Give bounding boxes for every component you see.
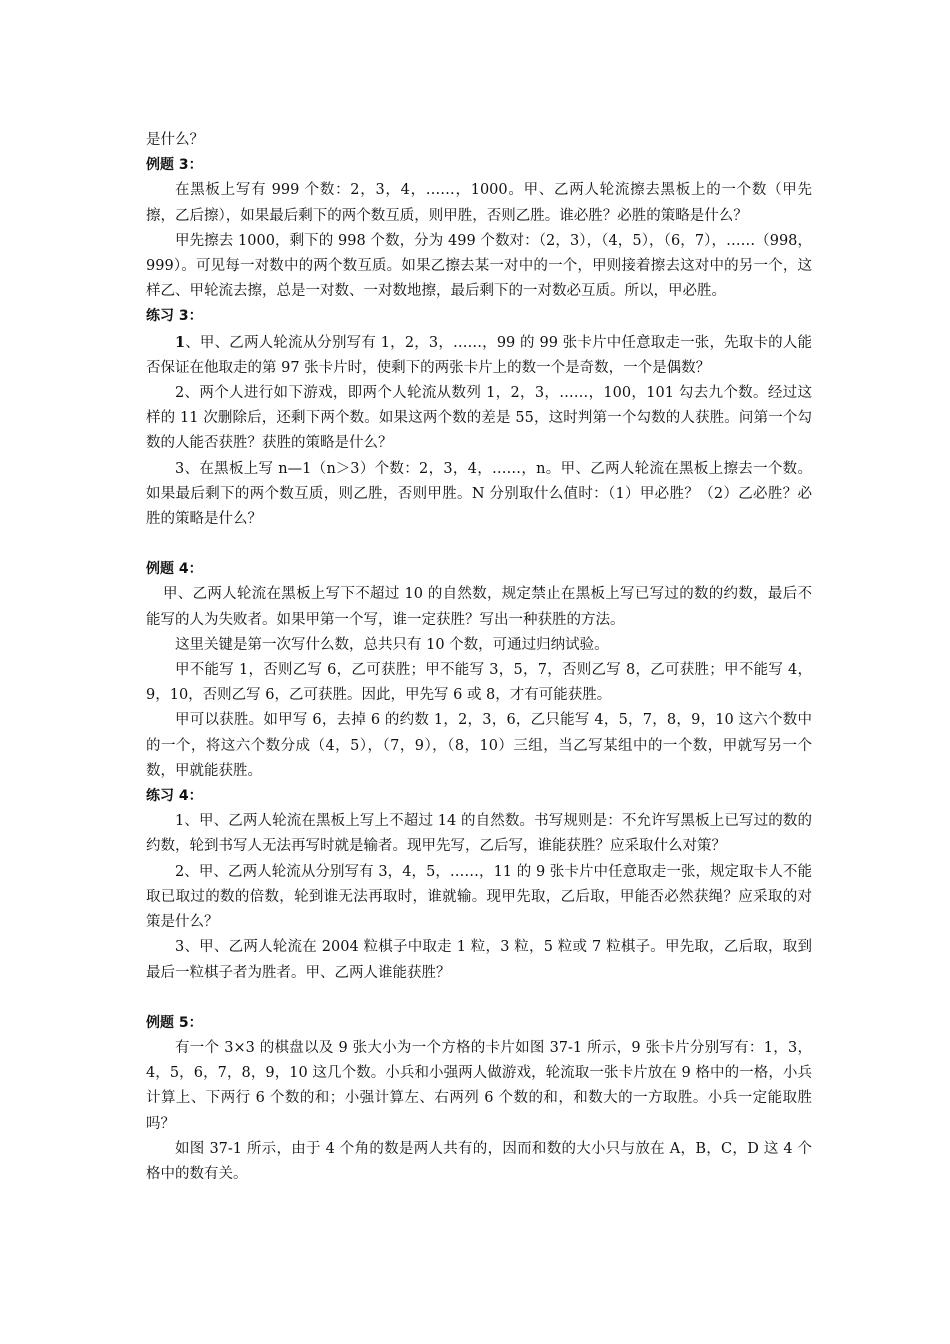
example-5-problem: 有一个 3×3 的棋盘以及 9 张大小为一个方格的卡片如图 37-1 所示，9 张卡片分别写有：1，3，4，5，6，7，8，9，10 这几个数。小兵和小强两人做游戏，轮流取一张卡片放在 9 格中的一格，小兵计算上、下两行 6 个数的和；小强计算左、右两列 6 个数的和，和数大的一方取胜。小兵一定能取胜吗？ — [146, 1039, 812, 1132]
practice-4-question-1: 1、甲、乙两人轮流在黑板上写上不超过 14 的自然数。书写规则是：不允许写黑板上已写过的数的约数，轮到书写人无法再写时就是输者。现甲先写，乙后写，谁能获胜？应采取什么对策？ — [146, 813, 812, 855]
example-4-analysis: 这里关键是第一次写什么数，总共只有 10 个数，可通过归纳试验。 — [175, 636, 609, 653]
practice-3-question-3: 3、在黑板上写 n—1（n＞3）个数：2，3，4，……，n。甲、乙两人轮流在黑板上擦去一个数。如果最后剩下的两个数互质，则乙胜，否则甲胜。N 分别取什么值时：（1）甲必胜？（2）乙必胜？必胜的策略是什么？ — [146, 460, 812, 528]
practice-4-question-2: 2、甲、乙两人轮流从分别写有 3，4，5，……，11 的 9 张卡片中任意取走一张，规定取卡人不能取已取过的数的倍数，轮到谁无法再取时，谁就输。现甲先取，乙后取，甲能否必然获绳？应采取的对策是什么？ — [146, 863, 812, 931]
example-4-problem: 甲、乙两人轮流在黑板上写下不超过 10 的自然数，规定禁止在黑板上写已写过的数的约数，最后不能写的人为失败者。如果甲第一个写，谁一定获胜？写出一种获胜的方法。 — [146, 586, 812, 628]
practice-3-heading: 练习 3： — [146, 308, 203, 325]
example-3-solution: 甲先擦去 1000，剩下的 998 个数，分为 499 个数对：（2，3），（4，5），（6，7），……（998，999）。可见每一对数中的两个数互质。如果乙擦去某一对中的一个，甲则接着擦去这对中的另一个，这样乙、甲轮流去擦，总是一对数、一对数地擦，最后剩下的一对数必互质。所以，甲必胜。 — [146, 232, 812, 300]
practice-3-question-2: 2、两个人进行如下游戏，即两个人轮流从数列 1，2，3，……，100，101 勾去九个数。经过这样的 11 次删除后，还剩下两个数。如果这两个数的差是 55，这时判第一个勾数的人获胜。问第一个勾数的人能否获胜？获胜的策略是什么？ — [146, 385, 812, 452]
document-page — [146, 128, 812, 1187]
example-4-reasoning: 甲不能写 1，否则乙写 6，乙可获胜；甲不能写 3，5，7，否则乙写 8，乙可获胜；甲不能写 4，9，10，否则乙写 6，乙可获胜。因此，甲先写 6 或 8，才有可能获胜。 — [146, 662, 812, 704]
practice-4-heading: 练习 4： — [146, 788, 203, 805]
section-spacer — [146, 986, 812, 1011]
example-5-heading: 例题 5： — [146, 1014, 203, 1031]
example-4-heading: 例题 4： — [146, 561, 203, 578]
section-spacer — [146, 532, 812, 557]
example-3-problem: 在黑板上写有 999 个数：2，3，4，……，1000。甲、乙两人轮流擦去黑板上的一个数（甲先擦，乙后擦），如果最后剩下的两个数互质，则甲胜，否则乙胜。谁必胜？必胜的策略是什么？ — [146, 182, 812, 224]
example-5-solution: 如图 37-1 所示，由于 4 个角的数是两人共有的，因而和数的大小只与放在 A，B，C，D 这 4 个格中的数有关。 — [146, 1140, 812, 1182]
example-3-heading: 例题 3： — [146, 157, 203, 174]
practice-3-question-1 — [146, 330, 812, 381]
practice-3-question-1-text: 、甲、乙两人轮流从分别写有 1，2，3，……，99 的 99 张卡片中任意取走一张，先取卡的人能否保证在他取走的第 97 张卡片时，使剩下的两张卡片上的数一个是奇数，一个是偶数？ — [146, 334, 812, 376]
practice-3-question-1-number: 1 — [175, 333, 186, 351]
practice-4-question-3: 3、甲、乙两人轮流在 2004 粒棋子中取走 1 粒，3 粒，5 粒或 7 粒棋子。甲先取，乙后取，取到最后一粒棋子者为胜者。甲、乙两人谁能获胜？ — [146, 939, 812, 981]
example-4-solution: 甲可以获胜。如甲写 6，去掉 6 的约数 1，2，3，6，乙只能写 4，5，7，8，9，10 这六个数中的一个，将这六个数分成（4，5），（7，9），（8，10）三组，当乙写某组中的一个数，甲就写另一个数，甲就能获胜。 — [146, 712, 812, 779]
intro-tail: 是什么？ — [146, 132, 204, 148]
